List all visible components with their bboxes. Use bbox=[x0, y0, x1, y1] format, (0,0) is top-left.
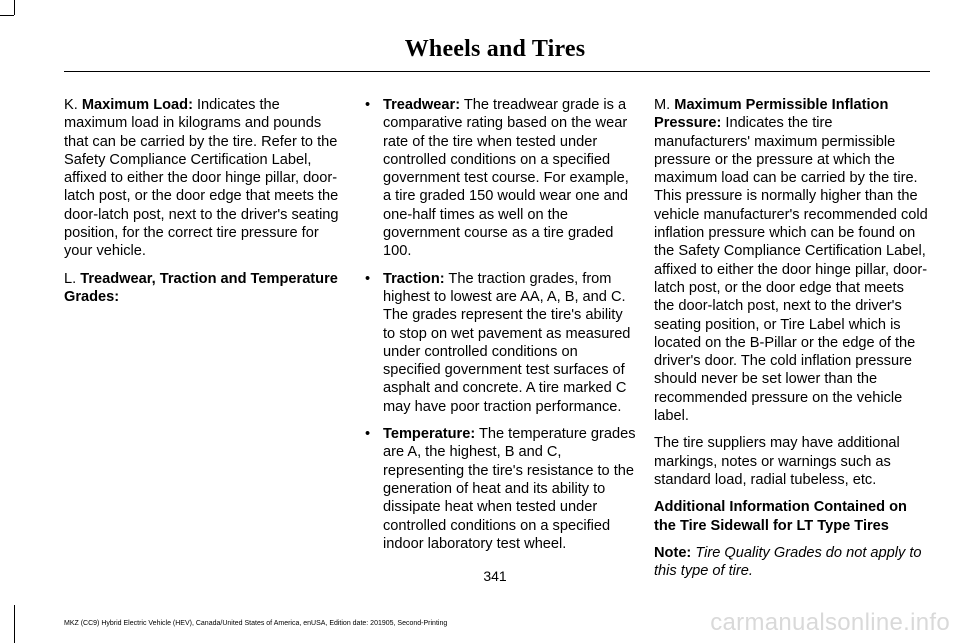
note-label: Note: bbox=[654, 544, 692, 561]
temperature-term: Temperature: bbox=[383, 426, 476, 443]
paragraph-suppliers: The tire suppliers may have additional markings, notes or warnings such as standard load, radial tubeless, etc. bbox=[654, 435, 900, 488]
section-heading bbox=[654, 498, 928, 535]
k-term: Maximum Load: bbox=[81, 97, 193, 113]
column-1 bbox=[64, 96, 340, 315]
k-prefix: K. bbox=[64, 97, 82, 113]
k-text: Indicates the maximum load in kilograms and pounds that can be carried by the tire. Refer to the Safety Compliance Certification Label, affixed to either the door hinge pillar, door-latch post, or the door edge that meets the door-latch post, next to the driver's seating position, for the correct tire pressure for your vehicle. bbox=[64, 97, 339, 260]
paragraph-k bbox=[64, 96, 340, 261]
m-text: Indicates the tire manufacturers' maximum permissible pressure or the pressure at which the maximum load can be carried by the tire. This pressure is normally higher than the vehicle manufacturer's recommended cold inflation pressure which can be found on the Safety Compliance Certification Label, affixed to either the door hinge pillar, door-latch post, or the door edge that meets the door-latch post, next to the driver's seating position, or Tire Label which is located on the B-Pillar or the edge of the driver's door. The cold inflation pressure should never be set lower than the recommended pressure on the vehicle label. bbox=[654, 115, 928, 425]
traction-text: The traction grades, from highest to lowest are AA, A, B, and C. The grades represent the tire's ability to stop on wet pavement as measured under controlled conditions on specified government test surfaces of asphalt and concrete. A tire marked C may have poor traction performance. bbox=[383, 270, 631, 415]
footer-edition: MKZ (CC9) Hybrid Electric Vehicle (HEV), Canada/United States of America, enUSA, Edition date: 201905, Second-Printing bbox=[64, 620, 448, 627]
m-prefix: M. bbox=[654, 97, 675, 113]
grades-list bbox=[365, 96, 637, 553]
header-divider bbox=[64, 71, 930, 72]
column-2 bbox=[365, 96, 637, 562]
page-title: Wheels and Tires bbox=[404, 36, 586, 62]
column-3 bbox=[654, 96, 928, 589]
list-item-treadwear bbox=[365, 96, 637, 261]
temperature-text: The temperature grades are A, the highest, B and C, representing the tire's resistance to the generation of heat and its ability to dissipate heat when tested under controlled conditions on a specified indoor laboratory test wheel. bbox=[383, 426, 636, 552]
traction-term: Traction: bbox=[383, 270, 445, 287]
list-item-traction bbox=[365, 270, 637, 416]
treadwear-term: Treadwear: bbox=[383, 97, 461, 113]
crop-mark-top-left-h bbox=[0, 15, 14, 16]
watermark: carmanualsonline.info bbox=[710, 609, 950, 636]
bullet: • bbox=[365, 270, 371, 287]
additional-heading: Additional Information Contained on the Tire Sidewall for LT Type Tires bbox=[654, 499, 907, 534]
paragraph-l bbox=[64, 270, 340, 307]
l-prefix: L. bbox=[64, 270, 81, 287]
treadwear-text: The treadwear grade is a comparative rating based on the wear rate of the tire when tested under controlled conditions on a specified government test course. For example, a tire graded 150 would wear one and one-half times as well on the government course as a tire graded 100. bbox=[383, 97, 629, 260]
crop-mark-bottom-left-v bbox=[14, 605, 15, 643]
bullet: • bbox=[365, 97, 371, 113]
bullet: • bbox=[365, 426, 371, 443]
list-item-temperature bbox=[365, 425, 637, 553]
m-term: Maximum Permissible Inflation Pressure: bbox=[654, 97, 889, 132]
page-number: 341 bbox=[483, 568, 507, 584]
l-term: Treadwear, Traction and Temperature Grades: bbox=[64, 270, 338, 305]
note-text: Tire Quality Grades do not apply to this type of tire. bbox=[654, 544, 922, 580]
paragraph-m bbox=[654, 96, 928, 425]
crop-mark-top-left-v bbox=[14, 0, 15, 15]
